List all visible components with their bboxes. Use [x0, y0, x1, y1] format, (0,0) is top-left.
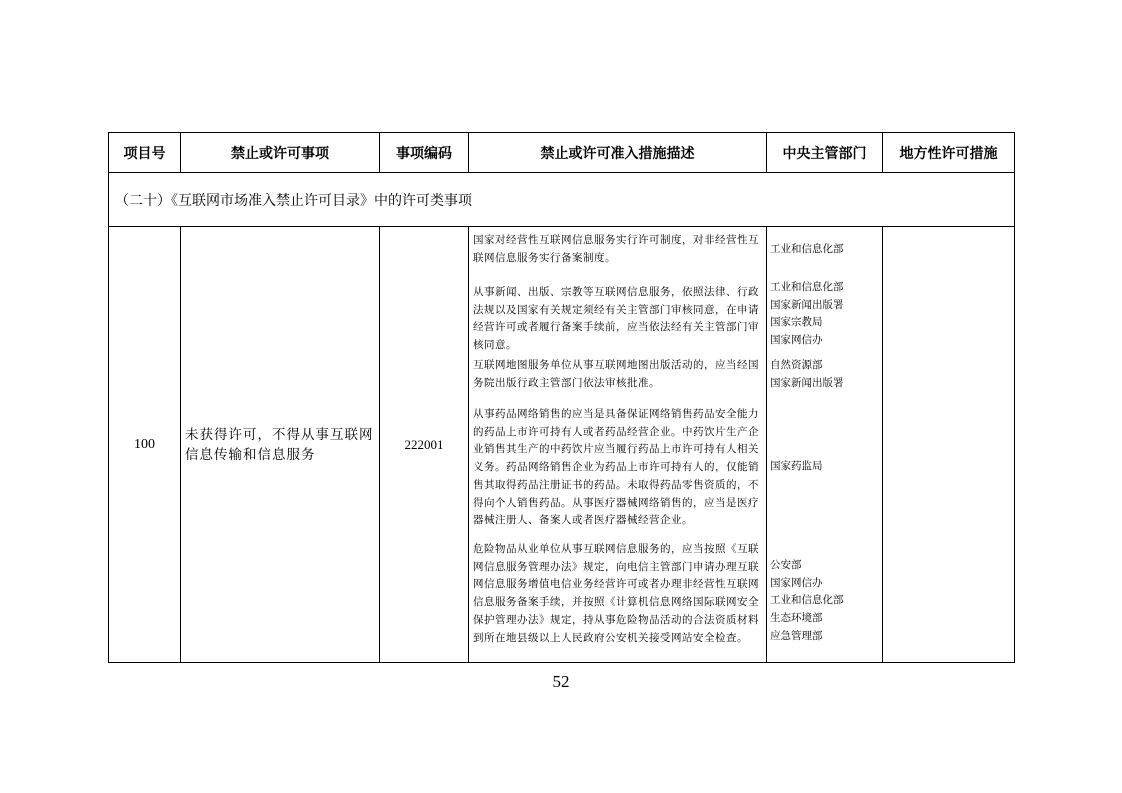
measure-description-4: 从事药品网络销售的应当是具备保证网络销售药品安全能力的药品上市许可持有人或者药品经营企业。中药饮片生产企业销售其生产的中药饮片应当履行药品上市许可持有人相关义务。药品网络销售企业为药品上市许可持有人的，仅能销售其取得药品注册证书的药品。未取得药品零售资质的，不得向个人销售药品。从事医疗器械网络销售的，应当是医疗器械注册人、备案人或者医疗器械经营企业。	[473, 408, 759, 527]
header-item-code: 事项编码	[380, 133, 469, 173]
department-name: 国家网信办	[770, 334, 823, 347]
measure-description-5: 危险物品从业单位从事互联网信息服务的，应当按照《互联网信息服务管理办法》规定，向电信主管部门申请办理互联网信息服务增值电信业务经营许可或者办理非经营性互联网信息服务备案手续，并按照《计算机信息网络国际联网安全保护管理办法》规定，持从事危险物品活动的合法资质材料到所在地县级以上人民政府公安机关接受网站安全检查。	[473, 543, 759, 644]
header-item-name: 禁止或许可事项	[181, 133, 380, 173]
department-name: 国家药监局	[770, 460, 823, 472]
item-name: 未获得许可，不得从事互联网信息传输和信息服务	[181, 227, 380, 663]
header-measure-description: 禁止或许可准入措施描述	[469, 133, 767, 173]
department-name: 工业和信息化部	[770, 281, 844, 293]
department-name: 公安部	[770, 559, 802, 571]
table-row	[109, 227, 1015, 663]
department-name: 工业和信息化部	[770, 243, 844, 255]
measure-description-1: 国家对经营性互联网信息服务实行许可制度，对非经营性互联网信息服务实行备案制度。	[473, 234, 759, 264]
department-name: 国家新闻出版署	[770, 376, 844, 389]
department-name: 国家新闻出版署	[770, 298, 844, 311]
department-group-4	[770, 458, 880, 476]
local-measure	[883, 227, 1015, 663]
department-name: 生态环境部	[770, 612, 823, 625]
department-group-3	[770, 357, 880, 392]
header-central-department: 中央主管部门	[767, 133, 883, 173]
department-name: 工业和信息化部	[770, 594, 844, 607]
section-row	[109, 173, 1015, 227]
item-code: 222001	[380, 227, 469, 663]
page-number: 52	[552, 672, 570, 691]
section-title: （二十）《互联网市场准入禁止许可目录》中的许可类事项	[109, 173, 1015, 227]
department-name: 自然资源部	[770, 359, 823, 371]
header-local-measure: 地方性许可措施	[883, 133, 1015, 173]
header-item-number: 项目号	[109, 133, 181, 173]
item-number: 100	[109, 227, 181, 663]
department-group-5	[770, 557, 880, 646]
department-group-1	[770, 241, 880, 259]
header-row	[109, 133, 1015, 173]
measure-descriptions	[469, 227, 767, 663]
department-name: 国家网信办	[770, 576, 823, 589]
measure-description-3: 互联网地图服务单位从事互联网地图出版活动的，应当经国务院出版行政主管部门依法审核批准。	[473, 359, 759, 389]
central-departments	[767, 227, 883, 663]
permit-table	[108, 132, 1015, 663]
department-name: 国家宗教局	[770, 316, 823, 329]
department-group-2	[770, 279, 880, 350]
measure-description-2: 从事新闻、出版、宗教等互联网信息服务，依照法律、行政法规以及国家有关规定须经有关主管部门审核同意，在申请经营许可或者履行备案手续前，应当依法经有关主管部门审核同意。	[473, 286, 759, 352]
department-name: 应急管理部	[770, 629, 823, 642]
